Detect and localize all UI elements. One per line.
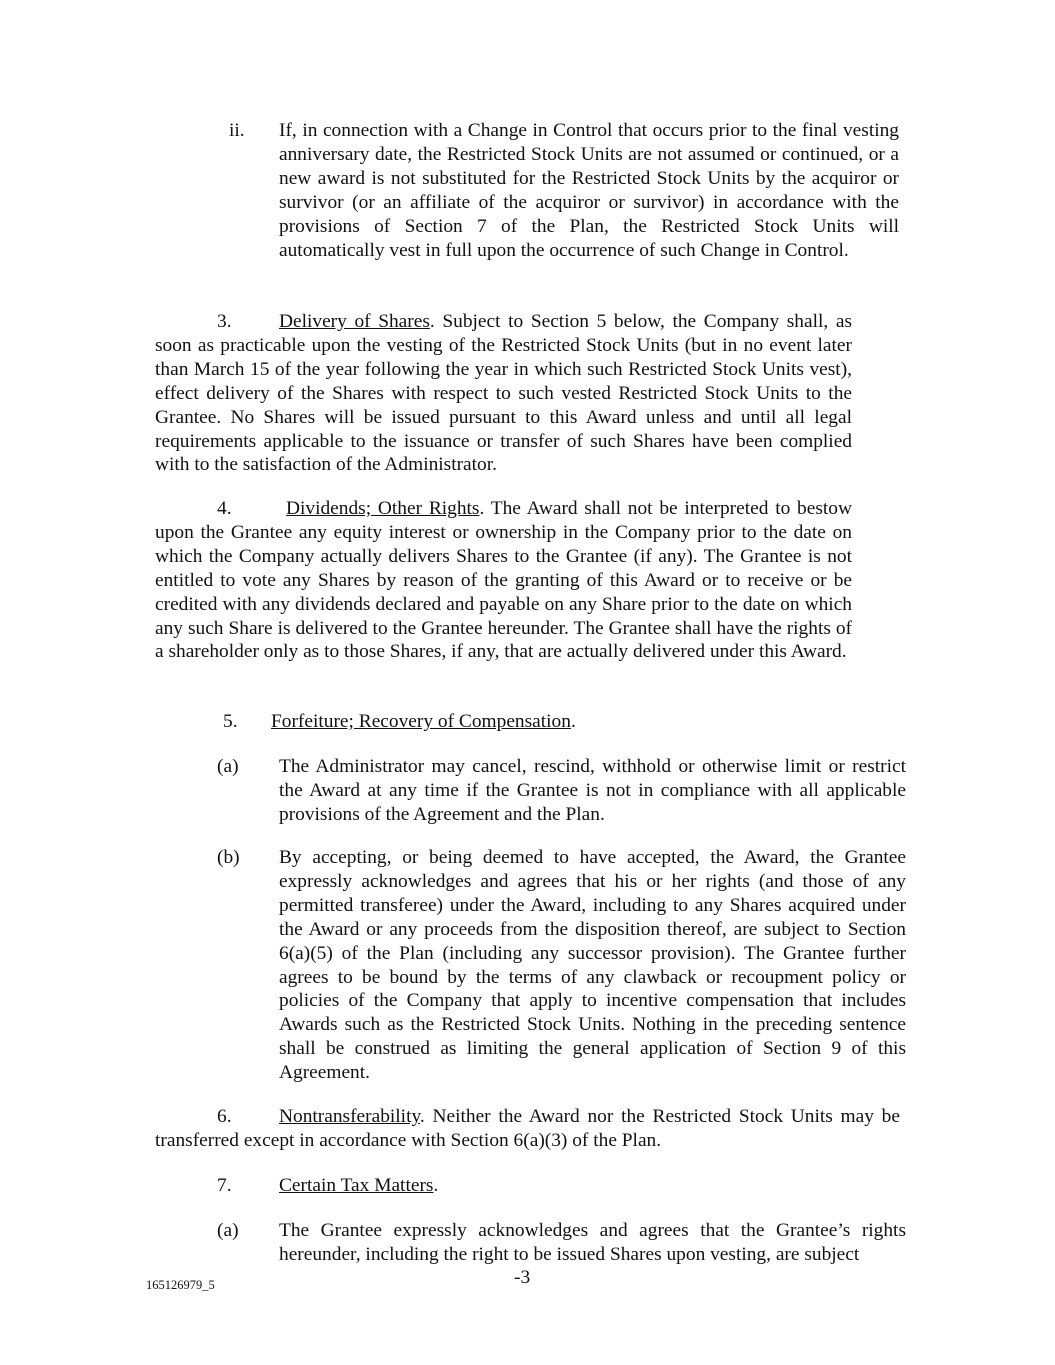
item-ii-text: If, in connection with a Change in Control that occurs prior to the final vesting anniversary date, the Restricted Stock Units are not assumed or continued, or a new award is not substituted for the Restricted Stock Units by the acquiror or survivor (or an affiliate of the acquiror or survivor) in accordance with the provisions of Section 7 of the Plan, the Restricted Stock Units will automatically vest in full upon the occurrence of such Change in Control.: [279, 120, 899, 261]
section-5a-marker: (a): [217, 756, 239, 777]
section-5b-text: By accepting, or being deemed to have accepted, the Award, the Grantee expressly acknowledges and agrees that his or her rights (and those of any permitted transferee) under the Award, including to any Shares acquired under the Award or any proceeds from the disposition thereof, are subject to Section 6(a)(5) of the Plan (including any successor provision). The Grantee further agrees to be bound by the terms of any clawback or recoupment policy or policies of the Company that apply to incentive compensation that includes Awards such as the Restricted Stock Units. Nothing in the preceding sentence shall be construed as limiting the general application of Section 9 of this Agreement.: [279, 847, 906, 1084]
item-ii-marker: ii.: [229, 120, 245, 141]
section-5-number: 5.: [223, 711, 238, 732]
section-7-heading: Certain Tax Matters: [279, 1175, 434, 1196]
section-4-number: 4.: [217, 498, 232, 519]
section-6-body: . Neither the Award nor the Restricted Stock Units may be transferred except in accordance with Section 6(a)(3) of the Plan.: [155, 1106, 900, 1151]
section-4-heading: Dividends; Other Rights: [286, 498, 480, 519]
section-5-heading-line: [223, 710, 576, 734]
section-7-period: .: [433, 1175, 439, 1196]
section-3-paragraph: [155, 310, 852, 477]
section-7-number: 7.: [217, 1175, 232, 1196]
section-6-heading: Nontransferability: [279, 1106, 420, 1127]
section-6-paragraph: [155, 1105, 900, 1153]
section-7a-text: The Grantee expressly acknowledges and agrees that the Grantee’s rights hereunder, including the right to be issued Shares upon vesting, are subject: [279, 1220, 906, 1265]
section-4-paragraph: [155, 497, 852, 664]
section-3-heading: Delivery of Shares: [279, 311, 430, 332]
section-4-body: . The Award shall not be interpreted to bestow upon the Grantee any equity interest or ownership in the Company prior to the date on which the Company actually delivers Shares to the Grantee (if any). The Grantee is not entitled to vote any Shares by reason of the granting of this Award or to receive or be credited with any dividends declared and payable on any Share prior to the date on which any such Share is delivered to the Grantee hereunder. The Grantee shall have the rights of a shareholder only as to those Shares, if any, that are actually delivered under this Award.: [155, 498, 852, 663]
section-3-body: . Subject to Section 5 below, the Company shall, as soon as practicable upon the vesting of the Restricted Stock Units (but in no event later than March 15 of the year following the year in which such Restricted Stock Units vest), effect delivery of the Shares with respect to such vested Restricted Stock Units to the Grantee. No Shares will be issued pursuant to this Award unless and until all legal requirements applicable to the issuance or transfer of such Shares have been complied with to the satisfaction of the Administrator.: [155, 311, 852, 476]
section-5-heading: Forfeiture; Recovery of Compensation: [271, 711, 571, 732]
section-5-period: .: [570, 711, 576, 732]
section-5a-text: The Administrator may cancel, rescind, withhold or otherwise limit or restrict the Award at any time if the Grantee is not in compliance with all applicable provisions of the Agreement and the Plan.: [279, 756, 906, 825]
section-5b-marker: (b): [217, 847, 240, 868]
section-7a-marker: (a): [217, 1220, 239, 1241]
section-6-number: 6.: [217, 1106, 232, 1127]
section-3-number: 3.: [217, 311, 232, 332]
page-number: -3: [514, 1267, 531, 1288]
document-id: 165126979_5: [146, 1278, 215, 1292]
section-7-heading-line: [217, 1174, 438, 1198]
